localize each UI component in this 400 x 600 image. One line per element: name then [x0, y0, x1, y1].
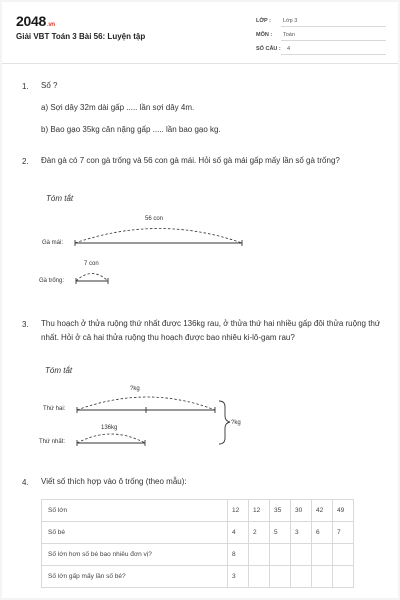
q3-label-total: ?kg [231, 420, 241, 426]
document-page [2, 2, 398, 598]
q2-number: 2. [22, 157, 29, 166]
q1-number: 1. [22, 82, 29, 91]
logo-tld: .vn [46, 22, 55, 28]
table-cell: 12 [249, 500, 270, 522]
table-cell-empty[interactable] [249, 566, 270, 588]
table-row [42, 522, 354, 544]
table-cell-empty[interactable] [312, 566, 333, 588]
table-cell-empty[interactable] [291, 544, 312, 566]
meta-key: LỚP : [256, 18, 271, 24]
q1-part-b: b) Bao gạo 35kg cân nặng gấp ..... lần bao gạo kg. [41, 125, 221, 134]
meta-value: Toán [283, 32, 295, 38]
table-cell: 35 [270, 500, 291, 522]
q3-text: Thu hoạch ở thửa ruộng thứ nhất được 136kg rau, ở thửa thứ hai nhiều gấp đôi thửa ruộng thứ nhất. Hỏi ở cả hai thửa ruộng thu hoạch được bao nhiêu ki-lô-gam rau? [41, 319, 381, 342]
meta-key: SỐ CÂU : [256, 46, 281, 52]
table-cell: 30 [291, 500, 312, 522]
row-header: Số lớn hơn số bé bao nhiêu đơn vị? [42, 544, 228, 566]
table-cell-empty[interactable] [333, 566, 354, 588]
row-header: Số lớn [42, 500, 228, 522]
q3-summary-title: Tóm tắt [45, 366, 73, 375]
row-header: Số bé [42, 522, 228, 544]
table-cell-empty[interactable] [333, 544, 354, 566]
q2-label-56: 56 con [145, 216, 164, 222]
q3-label-first: Thứ nhất: [39, 439, 66, 445]
meta-key: MÔN : [256, 32, 273, 38]
table-cell: 3 [228, 566, 249, 588]
table-cell-empty[interactable] [270, 544, 291, 566]
table-cell-empty[interactable] [291, 566, 312, 588]
q4-table [41, 499, 354, 588]
q3-first-brace [77, 434, 145, 443]
q3-label-second: Thứ hai: [43, 406, 66, 412]
q2-label-hens: Gà mái: [42, 240, 64, 246]
q2-label-7: 7 con [84, 261, 99, 267]
q4-text: Viết số thích hợp vào ô trống (theo mẫu): [41, 477, 187, 486]
table-cell: 4 [228, 522, 249, 544]
table-cell: 7 [333, 522, 354, 544]
meta-value: 4 [287, 46, 291, 52]
table-cell-empty[interactable] [270, 566, 291, 588]
q2-text: Đàn gà có 7 con gà trống và 56 con gà mái. Hỏi số gà mái gấp mấy lần số gà trống? [41, 156, 340, 165]
q1-text: Số ? [41, 81, 58, 90]
q4-number: 4. [22, 478, 29, 487]
table-cell: 8 [228, 544, 249, 566]
table-cell: 6 [312, 522, 333, 544]
q2-hens-brace [75, 229, 242, 244]
page-title: Giải VBT Toán 3 Bài 56: Luyện tập [16, 32, 146, 41]
q2-roosters-brace [76, 274, 108, 282]
row-header: Số lớn gấp mấy lần số bé? [42, 566, 228, 588]
logo-text: 2048 [16, 13, 46, 29]
table-cell: 49 [333, 500, 354, 522]
table-cell: 2 [249, 522, 270, 544]
table-cell: 42 [312, 500, 333, 522]
table-row [42, 566, 354, 588]
q3-total-curly-brace [219, 401, 230, 444]
q3-number: 3. [22, 320, 29, 329]
table-row [42, 500, 354, 522]
q3-label-top: ?kg [130, 386, 140, 392]
table-cell-empty[interactable] [312, 544, 333, 566]
q2-summary-title: Tóm tắt [46, 194, 74, 203]
table-row [42, 544, 354, 566]
q1-part-a: a) Sợi dây 32m dài gấp ..... lần sợi dây 4m. [41, 103, 195, 112]
table-cell: 3 [291, 522, 312, 544]
table-cell: 12 [228, 500, 249, 522]
table-cell: 5 [270, 522, 291, 544]
table-cell-empty[interactable] [249, 544, 270, 566]
q2-label-roosters: Gà trống: [39, 278, 65, 284]
q3-label-136: 136kg [101, 425, 118, 431]
meta-value: Lớp 3 [283, 18, 298, 24]
